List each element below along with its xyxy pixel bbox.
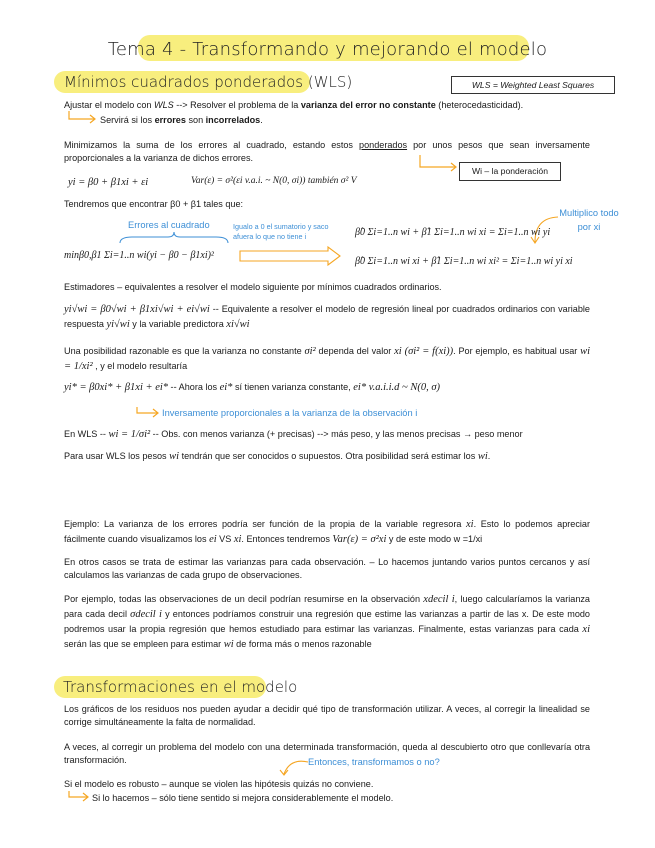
annotation-inverse-proportional: Inversamente proporcionales a la varianza de la observación i [162, 408, 418, 418]
paragraph-resulting-model: yi* = β0xi* + β1xi + ei* -- Ahora los ei* sí tienen varianza constante, ei* v.a.i.i.d ~ N(0, σ) [64, 382, 441, 393]
paragraph-example: Ejemplo: La varianza de los errores podría ser función de la propia de la variable regresora xi. Esto lo podemos apreciar fácilmente cuando visualizamos los ei VS xi. Entonces tendremos Var(ε) = σ²xi y de este modo w =1/xi [64, 519, 590, 545]
paragraph-other-cases: En otros casos se trata de estimar las varianzas para cada observación. – Lo hacemos juntando varios puntos cercanos y así calculamos las varianzas de cada grupo de observaciones. [64, 557, 590, 580]
minimization-expression: minβ0,β1 Σi=1..n wi(yi − β0 − β1xi)² [64, 250, 214, 261]
paragraph-wls-intro: Ajustar el modelo con WLS --> Resolver el problema de la varianza del error no constante (heterocedasticidad). [64, 100, 524, 110]
paragraph-minimize: Minimizamos la suma de los errores al cuadrado, estando estos ponderados por unos pesos que sean inversamente proporcionales a la varianza de dichos errores. [64, 140, 590, 163]
curved-arrow-icon [274, 752, 310, 778]
arrow-icon [68, 110, 98, 124]
paragraph-uncorrelated: Servirá si los errores son incorrelados. [100, 115, 263, 125]
brace-icon [118, 231, 230, 245]
double-arrow-icon [238, 246, 342, 266]
model-equation: yi = β0 + β1xi + εi [68, 177, 149, 188]
paragraph-new-problem: A veces, al corregir un problema del modelo con una determinada transformación, queda al descubierto otro que conllevaría otra transformación. [64, 742, 590, 765]
arrow-icon [68, 790, 92, 802]
variance-equation: Var(ε) = σ²(εi v.a.i. ~ N(0, σi)) también σ² V [191, 176, 357, 186]
paragraph-robust-model: Si el modelo es robusto – aunque se violen las hipótesis quizás no conviene. [64, 779, 374, 789]
wls-definition-box: WLS = Weighted Least Squares [451, 76, 615, 94]
paragraph-deciles: Por ejemplo, todas las observaciones de un decil podrían resumirse en la observación xdecil i, luego calcularíamos la varianza para cada decil σdecil i y entonces podríamos construir una regresión que estime las varianzas a partir de las x. De este modo podremos usar la propia regresión que hemos estudiado para estimar las varianzas. Finalmente, estas varianzas para cada xi serán las que se empleen para estimar wi de forma más o menos razonable [64, 594, 590, 650]
annotation-transform-question: Entonces, transformamos o no? [308, 757, 440, 767]
arrow-icon [136, 406, 162, 418]
annotation-equal-zero: Igualo a 0 el sumatorio y saco afuera lo que no tiene i [233, 222, 329, 242]
normal-equation-2: β̂0 Σi=1..n wi xi + β̂1 Σi=1..n wi xi² = Σi=1..n wi yi xi [355, 256, 573, 267]
page-title: Tema 4 - Transformando y mejorando el modelo [107, 39, 548, 60]
paragraph-find-betas: Tendremos que encontrar β0 + β1 tales que: [64, 199, 244, 209]
paragraph-residual-plots: Los gráficos de los residuos nos pueden ayudar a decidir qué tipo de transformación utilizar. A veces, al corregir la linealidad se corrige simultáneamente la falta de normalidad. [64, 704, 590, 727]
paragraph-wls-weights: En WLS -- wi = 1/σi² -- Obs. con menos varianza (+ precisas) --> más peso, y las menos precisas → peso menor [64, 429, 523, 440]
paragraph-transformed-model: yi√wi = β0√wi + β1xi√wi + ei√wi -- Equivalente a resolver el modelo de regresión lineal por cuadrados ordinarios con variable respuesta yi√wi y la variable predictora xi√wi [64, 304, 590, 330]
section2-heading: Transformaciones en el modelo [63, 678, 298, 696]
normal-equation-1: β̂0 Σi=1..n wi + β̂1 Σi=1..n wi xi = Σi=1..n wi yi [355, 227, 551, 238]
arrow-icon [417, 154, 459, 172]
paragraph-estimators: Estimadores – equivalentes a resolver el modelo siguiente por mínimos cuadrados ordinarios. [64, 282, 442, 292]
annotation-multiply-xi: Multiplico todo por xi [559, 208, 619, 232]
annotation-errors-squared: Errores al cuadrado [128, 220, 210, 230]
weight-definition-box: Wi – la ponderación [459, 162, 561, 181]
section1-heading: Mínimos cuadrados ponderados (WLS) [64, 73, 353, 91]
paragraph-known-weights: Para usar WLS los pesos wi tendrán que ser conocidos o supuestos. Otra posibilidad será estimar los wi. [64, 451, 491, 462]
paragraph-variance-function: Una posibilidad razonable es que la varianza no constante σi² dependa del valor xi (σi² = f(xi)). Por ejemplo, es habitual usar wi = 1/xi² , y el modelo resultaría [64, 346, 590, 372]
paragraph-if-we-do: Si lo hacemos – sólo tiene sentido si mejora considerablemente el modelo. [92, 793, 394, 803]
